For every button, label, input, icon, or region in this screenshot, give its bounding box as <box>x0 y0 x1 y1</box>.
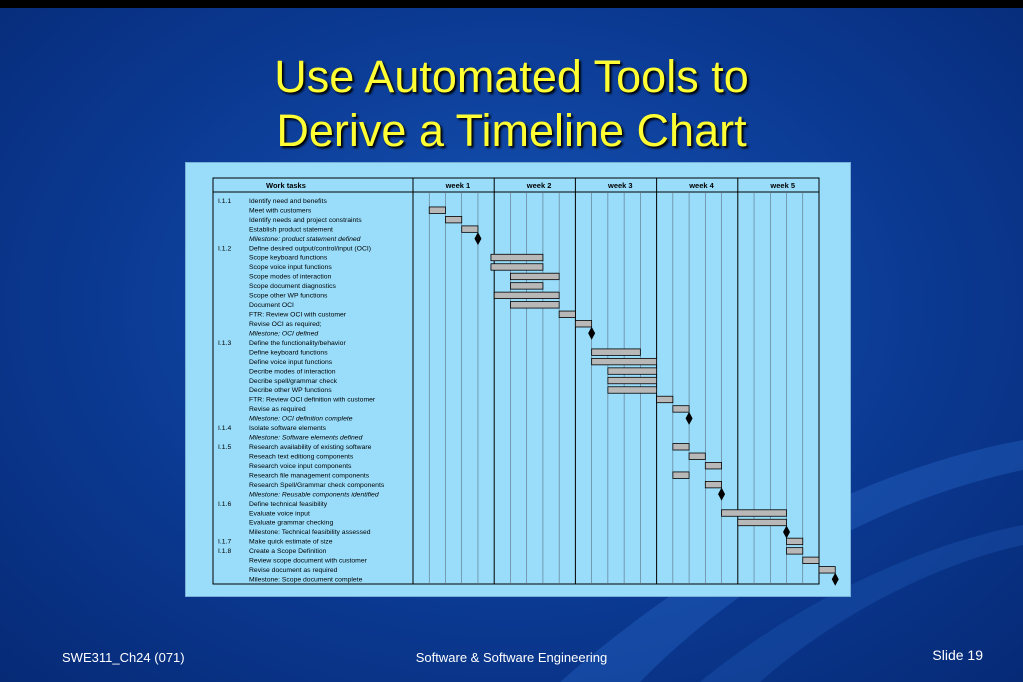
task-name: Scope modes of interaction <box>249 273 332 281</box>
task-bar <box>559 311 575 317</box>
task-name: Define technical feasibility <box>249 500 328 508</box>
task-name: Scope keyboard functions <box>249 254 328 262</box>
task-bar <box>819 567 835 573</box>
timeline-chart-panel <box>186 163 850 596</box>
milestone-diamond <box>832 573 839 586</box>
task-id: I.1.7 <box>218 538 232 546</box>
task-name: Identify needs and project constraints <box>249 216 362 224</box>
timeline-chart <box>186 163 850 596</box>
task-bar <box>510 283 542 289</box>
task-name: Research file management components <box>249 472 370 480</box>
task-name: Reseach text editiong components <box>249 453 354 461</box>
task-bar <box>462 226 478 232</box>
task-name: Milestone: product statement defined <box>249 235 361 243</box>
column-header-tasks: Work tasks <box>266 181 306 190</box>
milestone-diamond <box>783 525 790 538</box>
milestone-diamond <box>474 232 481 245</box>
task-name: FTR: Review OCI with customer <box>249 311 347 319</box>
task-bar <box>608 377 657 383</box>
task-name: Milestone: Scope document complete <box>249 576 363 584</box>
task-bar <box>738 519 787 525</box>
task-name: Scope document diagnostics <box>249 283 336 291</box>
task-bar <box>705 462 721 468</box>
task-bar <box>673 444 689 450</box>
footer-course-code: SWE311_Ch24 (071) <box>62 650 185 665</box>
task-name: Decribe other WP functions <box>249 387 332 395</box>
task-bar <box>491 264 543 270</box>
task-name: Research availability of existing software <box>249 444 372 452</box>
task-name: Evaluate grammar checking <box>249 519 334 527</box>
task-bar <box>657 396 673 402</box>
task-name: Isolate software elements <box>249 425 327 433</box>
task-name: Milestone: Technical feasibility assessed <box>249 529 371 537</box>
task-bar <box>608 387 657 393</box>
task-bar <box>592 358 657 364</box>
task-name: Define voice input functions <box>249 358 333 366</box>
task-name: Milestone: Reusable components identified <box>249 491 379 499</box>
column-header-week: week 2 <box>526 181 552 190</box>
task-bar <box>510 302 559 308</box>
footer-course-title: Software & Software Engineering <box>415 650 608 665</box>
task-name: Decribe spell/grammar check <box>249 377 338 385</box>
task-name: Make quick estimate of size <box>249 538 333 546</box>
task-id: I.1.1 <box>218 197 232 205</box>
milestone-diamond <box>588 327 595 340</box>
title-line-2: Derive a Timeline Chart <box>276 105 747 156</box>
task-name: Revise as required <box>249 406 306 414</box>
title-line-1: Use Automated Tools to <box>274 51 749 102</box>
task-id: I.1.6 <box>218 500 232 508</box>
task-bar <box>705 481 721 487</box>
task-bar <box>494 292 559 298</box>
task-name: Research Spell/Grammar check components <box>249 481 385 489</box>
task-name: Evaluate voice input <box>249 510 310 518</box>
column-header-week: week 1 <box>445 181 471 190</box>
task-name: Review scope document with customer <box>249 557 367 565</box>
task-bar <box>803 557 819 563</box>
task-name: Meet with customers <box>249 207 312 215</box>
task-name: Define the functionality/behavior <box>249 339 346 347</box>
slide-title <box>0 50 1023 158</box>
task-bar <box>510 273 559 279</box>
task-name: Scope voice input functions <box>249 264 332 272</box>
task-bar <box>689 453 705 459</box>
task-id: I.1.8 <box>218 548 232 556</box>
task-name: Define desired output/control/input (OCI) <box>249 245 372 253</box>
task-name: Revise document as required <box>249 567 338 575</box>
task-bar <box>592 349 641 355</box>
task-name: Decribe modes of interaction <box>249 368 336 376</box>
task-name: Milestone; OCI defined <box>249 330 319 338</box>
column-header-week: week 4 <box>689 181 714 190</box>
task-name: Create a Scope Definition <box>249 548 327 556</box>
task-name: Establish product statement <box>249 226 333 234</box>
task-bar <box>673 472 689 478</box>
column-header-week: week 5 <box>770 181 796 190</box>
task-name: Milestone: Software elements defined <box>249 434 363 442</box>
task-name: Define keyboard functions <box>249 349 328 357</box>
task-name: Research voice input components <box>249 462 352 470</box>
task-id: I.1.4 <box>218 425 232 433</box>
task-name: FTR: Review OCI definition with customer <box>249 396 376 404</box>
task-id: I.1.2 <box>218 245 232 253</box>
column-header-week: week 3 <box>608 181 633 190</box>
milestone-diamond <box>686 412 693 425</box>
milestone-diamond <box>718 488 725 501</box>
task-bar <box>787 538 803 544</box>
task-name: Milestone: OCI definition complete <box>249 415 353 423</box>
task-bar <box>575 321 591 327</box>
slide-number: Slide 19 <box>932 647 983 663</box>
task-bar <box>722 510 787 516</box>
task-name: Identify need and benefits <box>249 197 327 205</box>
task-bar <box>673 406 689 412</box>
task-name: Document OCI <box>249 302 294 310</box>
task-bar <box>445 216 461 222</box>
task-bar <box>491 254 543 260</box>
top-black-band <box>0 0 1023 8</box>
task-bar <box>787 548 803 554</box>
task-bar <box>608 368 657 374</box>
task-bar <box>429 207 445 213</box>
task-id: I.1.5 <box>218 444 232 452</box>
task-name: Scope other WP functions <box>249 292 328 300</box>
task-name: Revise OCI as required; <box>249 320 322 328</box>
task-id: I.1.3 <box>218 339 232 347</box>
